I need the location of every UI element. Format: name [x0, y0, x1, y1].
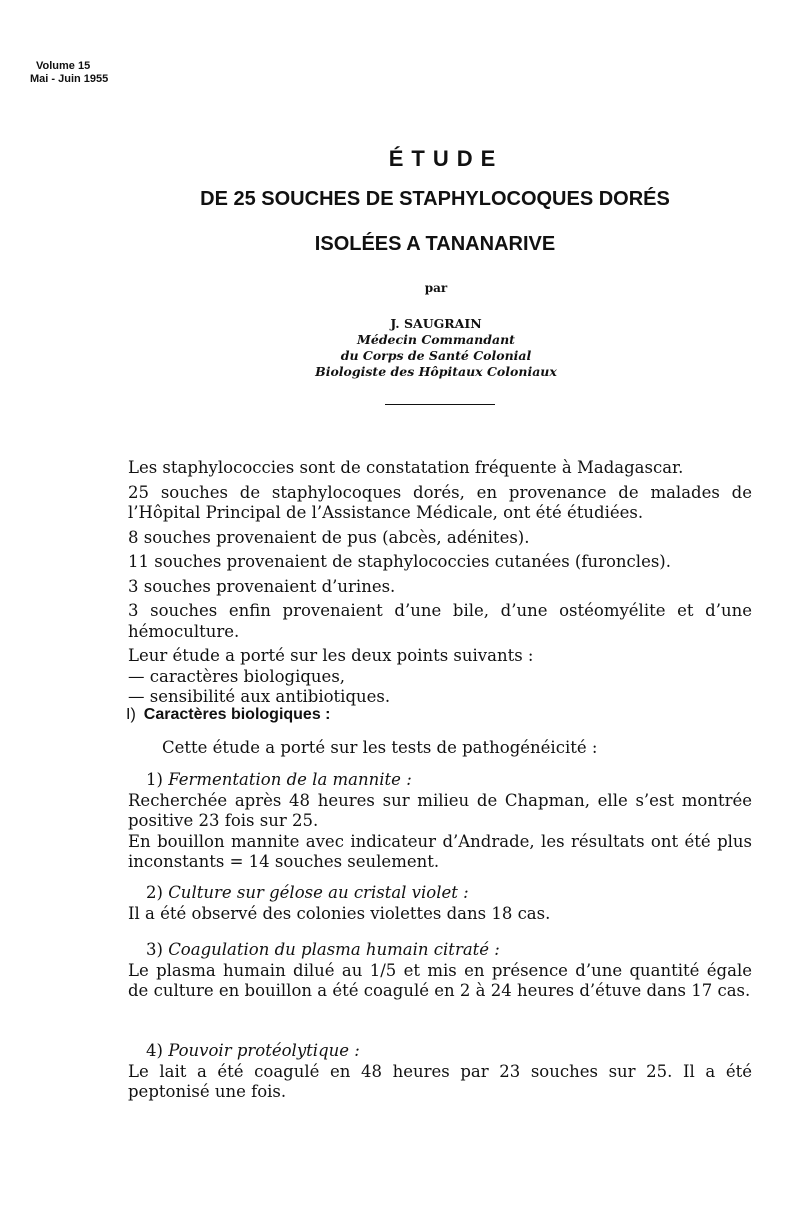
- subsection-heading: [146, 940, 752, 961]
- subsection-title: Culture sur gélose au cristal violet :: [168, 883, 469, 902]
- title-line-1: ÉTUDE: [388, 146, 504, 171]
- author-role-1: Médecin Commandant: [357, 332, 515, 347]
- subsection-heading: [146, 770, 752, 791]
- volume-header: [30, 60, 108, 86]
- subsection-number: 3): [146, 940, 163, 959]
- author-name: J. SAUGRAIN: [390, 316, 482, 331]
- subsection-title: Pouvoir protéolytique :: [168, 1041, 360, 1060]
- title-divider: [385, 404, 495, 405]
- intro-paragraph-text: 25 souches de staphylocoques dorés, en provenance de malades de l’Hôpital Principal de l’Assistance Médicale, ont été étudiées.: [128, 482, 752, 522]
- subsection-1: [128, 770, 752, 873]
- intro-paragraph: Les staphylococcies sont de constatation fréquente à Madagascar.: [128, 458, 684, 477]
- title-line-2: DE 25 SOUCHES DE STAPHYLOCOQUES DORÉS: [200, 188, 670, 210]
- subsection-text: Recherchée après 48 heures sur milieu de Chapman, elle s’est montrée positive 23 fois sur 25.: [128, 790, 752, 830]
- subsection-heading: [146, 1041, 752, 1062]
- subsection-2: [128, 883, 752, 924]
- section-number: I): [126, 706, 136, 723]
- subsection-text: Il a été observé des colonies violettes dans 18 cas.: [128, 903, 551, 923]
- subsection-heading: [146, 883, 752, 904]
- subsection-text: En bouillon mannite avec indicateur d’Andrade, les résultats ont été plus inconstants = 14 souches seulement.: [128, 831, 752, 871]
- title-line-3: ISOLÉES A TANANARIVE: [314, 233, 556, 255]
- section-heading: [126, 706, 331, 724]
- subsection-title: Coagulation du plasma humain citraté :: [168, 940, 500, 959]
- section-title: Caractères biologiques :: [143, 706, 331, 723]
- intro-section: [128, 458, 752, 708]
- author-role-2: du Corps de Santé Colonial: [340, 348, 532, 363]
- section-lead-text: Cette étude a porté sur les tests de pathogénéicité :: [162, 738, 598, 757]
- subsection-3: [128, 940, 752, 1002]
- subsection-text: Le plasma humain dilué au 1/5 et mis en présence d’une quantité égale de culture en bouillon a été coagulé en 2 à 24 heures d’étuve dans 17 cas.: [128, 960, 752, 1000]
- byline: par: [424, 281, 448, 295]
- subsection-4: [128, 1041, 752, 1103]
- subsection-title: Fermentation de la mannite :: [168, 770, 412, 789]
- issue-date: Mai - Juin 1955: [30, 73, 109, 85]
- intro-paragraph: [128, 483, 752, 524]
- section-lead: [128, 738, 752, 759]
- intro-bullet: — caractères biologiques,: [128, 666, 346, 686]
- subsection-number: 4): [146, 1041, 163, 1060]
- author-role-3: Biologiste des Hôpitaux Coloniaux: [315, 364, 557, 379]
- intro-paragraph: 8 souches provenaient de pus (abcès, adénites).: [128, 527, 530, 547]
- intro-paragraph: 3 souches enfin provenaient d’une bile, d’une ostéomyélite et d’une hémoculture.: [128, 601, 752, 641]
- volume-number: Volume 15: [36, 60, 91, 72]
- subsection-text: Le lait a été coagulé en 48 heures par 23 souches sur 25. Il a été peptonisé une fois.: [128, 1061, 752, 1101]
- intro-bullet: — sensibilité aux antibiotiques.: [128, 687, 391, 706]
- subsection-number: 2): [146, 883, 163, 902]
- intro-paragraph: 3 souches provenaient d’urines.: [128, 576, 396, 596]
- intro-paragraph: 11 souches provenaient de staphylococcies cutanées (furoncles).: [128, 552, 671, 571]
- author-block: [0, 316, 800, 380]
- intro-paragraph: Leur étude a porté sur les deux points suivants :: [128, 646, 534, 665]
- subsection-number: 1): [146, 770, 163, 789]
